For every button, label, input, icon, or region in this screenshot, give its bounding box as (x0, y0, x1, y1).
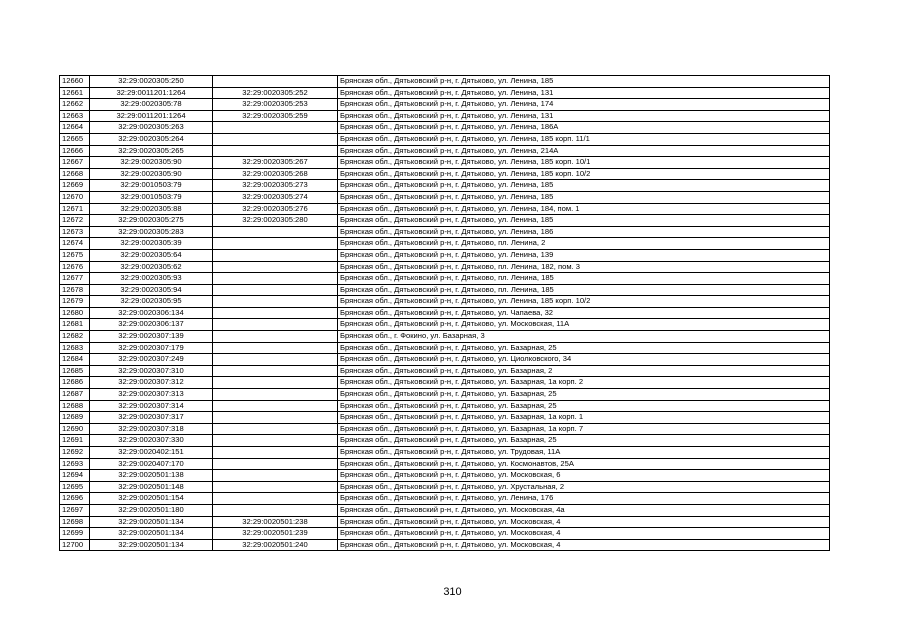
row-number-cell: 12683 (60, 342, 90, 354)
building-cadastral-number-cell (213, 377, 338, 389)
address-cell: Брянская обл., Дятьковский р-н, г. Дятьково, ул. Ленина, 186 (338, 226, 830, 238)
table-row (60, 168, 830, 180)
address-cell: Брянская обл., Дятьковский р-н, г. Дятьково, ул. Космонавтов, 25А (338, 458, 830, 470)
table-row (60, 319, 830, 331)
address-cell: Брянская обл., Дятьковский р-н, г. Дятьково, ул. Хрустальная, 2 (338, 481, 830, 493)
table-row (60, 400, 830, 412)
table-row (60, 331, 830, 343)
address-cell: Брянская обл., Дятьковский р-н, г. Дятьково, ул. Чапаева, 32 (338, 307, 830, 319)
building-cadastral-number-cell: 32:29:0020305:252 (213, 87, 338, 99)
registry-table-body (60, 76, 830, 551)
row-number-cell: 12695 (60, 481, 90, 493)
cadastral-number-cell: 32:29:0020307:179 (90, 342, 213, 354)
building-cadastral-number-cell (213, 458, 338, 470)
cadastral-number-cell: 32:29:0011201:1264 (90, 110, 213, 122)
address-cell: Брянская обл., Дятьковский р-н, г. Дятьково, ул. Ленина, 176 (338, 493, 830, 505)
table-row (60, 110, 830, 122)
cadastral-number-cell: 32:29:0020307:318 (90, 423, 213, 435)
address-cell: Брянская обл., Дятьковский р-н, г. Дятьково, ул. Московская, 4 (338, 539, 830, 551)
cadastral-number-cell: 32:29:0020501:134 (90, 516, 213, 528)
cadastral-number-cell: 32:29:0020305:283 (90, 226, 213, 238)
building-cadastral-number-cell (213, 238, 338, 250)
building-cadastral-number-cell: 32:29:0020305:276 (213, 203, 338, 215)
cadastral-number-cell: 32:29:0020305:90 (90, 157, 213, 169)
table-row (60, 249, 830, 261)
building-cadastral-number-cell (213, 354, 338, 366)
table-row (60, 307, 830, 319)
building-cadastral-number-cell (213, 412, 338, 424)
table-row (60, 180, 830, 192)
table-row (60, 261, 830, 273)
cadastral-number-cell: 32:29:0020307:330 (90, 435, 213, 447)
address-cell: Брянская обл., Дятьковский р-н, г. Дятьково, ул. Ленина, 185 корп. 10/2 (338, 168, 830, 180)
row-number-cell: 12680 (60, 307, 90, 319)
address-cell: Брянская обл., Дятьковский р-н, г. Дятьково, ул. Ленина, 185 (338, 215, 830, 227)
table-row (60, 354, 830, 366)
address-cell: Брянская обл., Дятьковский р-н, г. Дятьково, ул. Базарная, 1а корп. 1 (338, 412, 830, 424)
table-row (60, 296, 830, 308)
building-cadastral-number-cell (213, 261, 338, 273)
table-row (60, 470, 830, 482)
address-cell: Брянская обл., Дятьковский р-н, г. Дятьково, ул. Базарная, 2 (338, 365, 830, 377)
building-cadastral-number-cell (213, 319, 338, 331)
address-cell: Брянская обл., Дятьковский р-н, г. Дятьково, ул. Ленина, 214А (338, 145, 830, 157)
table-row (60, 504, 830, 516)
building-cadastral-number-cell: 32:29:0020305:274 (213, 191, 338, 203)
address-cell: Брянская обл., Дятьковский р-н, г. Дятьково, пл. Ленина, 2 (338, 238, 830, 250)
cadastral-number-cell: 32:29:0020305:263 (90, 122, 213, 134)
building-cadastral-number-cell: 32:29:0020305:259 (213, 110, 338, 122)
row-number-cell: 12688 (60, 400, 90, 412)
building-cadastral-number-cell (213, 447, 338, 459)
table-row (60, 203, 830, 215)
address-cell: Брянская обл., Дятьковский р-н, г. Дятьково, ул. Московская, 4а (338, 504, 830, 516)
table-row (60, 481, 830, 493)
row-number-cell: 12677 (60, 273, 90, 285)
row-number-cell: 12660 (60, 76, 90, 88)
address-cell: Брянская обл., Дятьковский р-н, г. Дятьково, ул. Базарная, 1а корп. 2 (338, 377, 830, 389)
row-number-cell: 12682 (60, 331, 90, 343)
table-row (60, 412, 830, 424)
cadastral-number-cell: 32:29:0020501:180 (90, 504, 213, 516)
cadastral-number-cell: 32:29:0020501:138 (90, 470, 213, 482)
row-number-cell: 12697 (60, 504, 90, 516)
address-cell: Брянская обл., Дятьковский р-н, г. Дятьково, ул. Московская, 4 (338, 528, 830, 540)
cadastral-number-cell: 32:29:0020305:275 (90, 215, 213, 227)
cadastral-number-cell: 32:29:0020305:90 (90, 168, 213, 180)
row-number-cell: 12678 (60, 284, 90, 296)
table-row (60, 273, 830, 285)
address-cell: Брянская обл., Дятьковский р-н, г. Дятьково, ул. Ленина, 174 (338, 99, 830, 111)
building-cadastral-number-cell (213, 423, 338, 435)
row-number-cell: 12692 (60, 447, 90, 459)
cadastral-number-cell: 32:29:0010503:79 (90, 180, 213, 192)
building-cadastral-number-cell: 32:29:0020305:280 (213, 215, 338, 227)
table-row (60, 191, 830, 203)
cadastral-number-cell: 32:29:0020305:93 (90, 273, 213, 285)
address-cell: Брянская обл., Дятьковский р-н, г. Дятьково, ул. Ленина, 184, пом. 1 (338, 203, 830, 215)
address-cell: Брянская обл., Дятьковский р-н, г. Дятьково, ул. Трудовая, 11А (338, 447, 830, 459)
cadastral-number-cell: 32:29:0020307:317 (90, 412, 213, 424)
row-number-cell: 12673 (60, 226, 90, 238)
address-cell: Брянская обл., г. Фокино, ул. Базарная, 3 (338, 331, 830, 343)
cadastral-number-cell: 32:29:0020305:78 (90, 99, 213, 111)
table-row (60, 87, 830, 99)
row-number-cell: 12691 (60, 435, 90, 447)
row-number-cell: 12661 (60, 87, 90, 99)
table-row (60, 133, 830, 145)
table-row (60, 215, 830, 227)
building-cadastral-number-cell: 32:29:0020305:253 (213, 99, 338, 111)
cadastral-number-cell: 32:29:0020306:137 (90, 319, 213, 331)
building-cadastral-number-cell (213, 122, 338, 134)
address-cell: Брянская обл., Дятьковский р-н, г. Дятьково, ул. Ленина, 139 (338, 249, 830, 261)
address-cell: Брянская обл., Дятьковский р-н, г. Дятьково, ул. Базарная, 25 (338, 389, 830, 401)
table-row (60, 365, 830, 377)
address-cell: Брянская обл., Дятьковский р-н, г. Дятьково, ул. Базарная, 1а корп. 7 (338, 423, 830, 435)
address-cell: Брянская обл., Дятьковский р-н, г. Дятьково, ул. Базарная, 25 (338, 400, 830, 412)
cadastral-number-cell: 32:29:0020501:154 (90, 493, 213, 505)
row-number-cell: 12664 (60, 122, 90, 134)
row-number-cell: 12681 (60, 319, 90, 331)
row-number-cell: 12662 (60, 99, 90, 111)
address-cell: Брянская обл., Дятьковский р-н, г. Дятьково, ул. Ленина, 185 корп. 10/1 (338, 157, 830, 169)
cadastral-number-cell: 32:29:0020501:148 (90, 481, 213, 493)
cadastral-number-cell: 32:29:0020305:64 (90, 249, 213, 261)
address-cell: Брянская обл., Дятьковский р-н, г. Дятьково, ул. Московская, 4 (338, 516, 830, 528)
table-row (60, 447, 830, 459)
table-row (60, 516, 830, 528)
cadastral-number-cell: 32:29:0020305:264 (90, 133, 213, 145)
cadastral-number-cell: 32:29:0020501:134 (90, 539, 213, 551)
row-number-cell: 12676 (60, 261, 90, 273)
cadastral-number-cell: 32:29:0020402:151 (90, 447, 213, 459)
cadastral-number-cell: 32:29:0020305:265 (90, 145, 213, 157)
building-cadastral-number-cell (213, 470, 338, 482)
building-cadastral-number-cell (213, 493, 338, 505)
row-number-cell: 12670 (60, 191, 90, 203)
building-cadastral-number-cell (213, 331, 338, 343)
address-cell: Брянская обл., Дятьковский р-н, г. Дятьково, ул. Московская, 11А (338, 319, 830, 331)
cadastral-number-cell: 32:29:0020501:134 (90, 528, 213, 540)
row-number-cell: 12685 (60, 365, 90, 377)
row-number-cell: 12698 (60, 516, 90, 528)
table-row (60, 389, 830, 401)
address-cell: Брянская обл., Дятьковский р-н, г. Дятьково, ул. Ленина, 185 корп. 11/1 (338, 133, 830, 145)
cadastral-number-cell: 32:29:0020307:249 (90, 354, 213, 366)
row-number-cell: 12693 (60, 458, 90, 470)
address-cell: Брянская обл., Дятьковский р-н, г. Дятьково, ул. Базарная, 25 (338, 435, 830, 447)
building-cadastral-number-cell (213, 400, 338, 412)
cadastral-number-cell: 32:29:0020305:94 (90, 284, 213, 296)
building-cadastral-number-cell (213, 133, 338, 145)
row-number-cell: 12667 (60, 157, 90, 169)
table-row (60, 284, 830, 296)
page-number: 310 (443, 586, 462, 598)
cadastral-number-cell: 32:29:0010503:79 (90, 191, 213, 203)
cadastral-number-cell: 32:29:0011201:1264 (90, 87, 213, 99)
table-row (60, 377, 830, 389)
address-cell: Брянская обл., Дятьковский р-н, г. Дятьково, пл. Ленина, 185 (338, 273, 830, 285)
table-row (60, 76, 830, 88)
cadastral-number-cell: 32:29:0020306:134 (90, 307, 213, 319)
cadastral-number-cell: 32:29:0020305:88 (90, 203, 213, 215)
cadastral-number-cell: 32:29:0020307:310 (90, 365, 213, 377)
row-number-cell: 12668 (60, 168, 90, 180)
building-cadastral-number-cell: 32:29:0020501:240 (213, 539, 338, 551)
cadastral-number-cell: 32:29:0020407:170 (90, 458, 213, 470)
cadastral-number-cell: 32:29:0020307:312 (90, 377, 213, 389)
cadastral-number-cell: 32:29:0020305:39 (90, 238, 213, 250)
building-cadastral-number-cell (213, 435, 338, 447)
building-cadastral-number-cell: 32:29:0020305:267 (213, 157, 338, 169)
row-number-cell: 12696 (60, 493, 90, 505)
row-number-cell: 12687 (60, 389, 90, 401)
building-cadastral-number-cell (213, 145, 338, 157)
row-number-cell: 12690 (60, 423, 90, 435)
row-number-cell: 12675 (60, 249, 90, 261)
row-number-cell: 12686 (60, 377, 90, 389)
building-cadastral-number-cell (213, 226, 338, 238)
address-cell: Брянская обл., Дятьковский р-н, г. Дятьково, ул. Ленина, 185 (338, 191, 830, 203)
table-row (60, 423, 830, 435)
building-cadastral-number-cell (213, 481, 338, 493)
table-row (60, 458, 830, 470)
address-cell: Брянская обл., Дятьковский р-н, г. Дятьково, ул. Ленина, 131 (338, 87, 830, 99)
building-cadastral-number-cell (213, 273, 338, 285)
row-number-cell: 12684 (60, 354, 90, 366)
table-row (60, 226, 830, 238)
building-cadastral-number-cell (213, 307, 338, 319)
building-cadastral-number-cell: 32:29:0020501:238 (213, 516, 338, 528)
cadastral-number-cell: 32:29:0020307:313 (90, 389, 213, 401)
building-cadastral-number-cell (213, 296, 338, 308)
table-row (60, 145, 830, 157)
cadastral-number-cell: 32:29:0020307:314 (90, 400, 213, 412)
row-number-cell: 12672 (60, 215, 90, 227)
building-cadastral-number-cell (213, 504, 338, 516)
building-cadastral-number-cell: 32:29:0020501:239 (213, 528, 338, 540)
table-row (60, 99, 830, 111)
building-cadastral-number-cell: 32:29:0020305:273 (213, 180, 338, 192)
address-cell: Брянская обл., Дятьковский р-н, г. Дятьково, пл. Ленина, 182, пом. 3 (338, 261, 830, 273)
row-number-cell: 12689 (60, 412, 90, 424)
cadastral-number-cell: 32:29:0020305:62 (90, 261, 213, 273)
row-number-cell: 12694 (60, 470, 90, 482)
building-cadastral-number-cell (213, 249, 338, 261)
row-number-cell: 12669 (60, 180, 90, 192)
building-cadastral-number-cell (213, 76, 338, 88)
address-cell: Брянская обл., Дятьковский р-н, г. Дятьково, ул. Циолковского, 34 (338, 354, 830, 366)
building-cadastral-number-cell (213, 284, 338, 296)
address-cell: Брянская обл., Дятьковский р-н, г. Дятьково, ул. Ленина, 186А (338, 122, 830, 134)
address-cell: Брянская обл., Дятьковский р-н, г. Дятьково, ул. Базарная, 25 (338, 342, 830, 354)
row-number-cell: 12666 (60, 145, 90, 157)
cadastral-number-cell: 32:29:0020307:139 (90, 331, 213, 343)
row-number-cell: 12699 (60, 528, 90, 540)
table-row (60, 539, 830, 551)
building-cadastral-number-cell (213, 342, 338, 354)
table-row (60, 528, 830, 540)
row-number-cell: 12671 (60, 203, 90, 215)
table-row (60, 122, 830, 134)
address-cell: Брянская обл., Дятьковский р-н, г. Дятьково, ул. Московская, 6 (338, 470, 830, 482)
table-row (60, 435, 830, 447)
address-cell: Брянская обл., Дятьковский р-н, г. Дятьково, ул. Ленина, 185 (338, 180, 830, 192)
cadastral-number-cell: 32:29:0020305:250 (90, 76, 213, 88)
building-cadastral-number-cell: 32:29:0020305:268 (213, 168, 338, 180)
cadastral-registry-table (59, 75, 830, 551)
row-number-cell: 12700 (60, 539, 90, 551)
row-number-cell: 12663 (60, 110, 90, 122)
building-cadastral-number-cell (213, 365, 338, 377)
address-cell: Брянская обл., Дятьковский р-н, г. Дятьково, ул. Ленина, 185 корп. 10/2 (338, 296, 830, 308)
cadastral-number-cell: 32:29:0020305:95 (90, 296, 213, 308)
address-cell: Брянская обл., Дятьковский р-н, г. Дятьково, ул. Ленина, 131 (338, 110, 830, 122)
table-row (60, 157, 830, 169)
address-cell: Брянская обл., Дятьковский р-н, г. Дятьково, ул. Ленина, 185 (338, 76, 830, 88)
row-number-cell: 12674 (60, 238, 90, 250)
row-number-cell: 12679 (60, 296, 90, 308)
table-row (60, 493, 830, 505)
building-cadastral-number-cell (213, 389, 338, 401)
row-number-cell: 12665 (60, 133, 90, 145)
table-row (60, 238, 830, 250)
address-cell: Брянская обл., Дятьковский р-н, г. Дятьково, пл. Ленина, 185 (338, 284, 830, 296)
table-row (60, 342, 830, 354)
